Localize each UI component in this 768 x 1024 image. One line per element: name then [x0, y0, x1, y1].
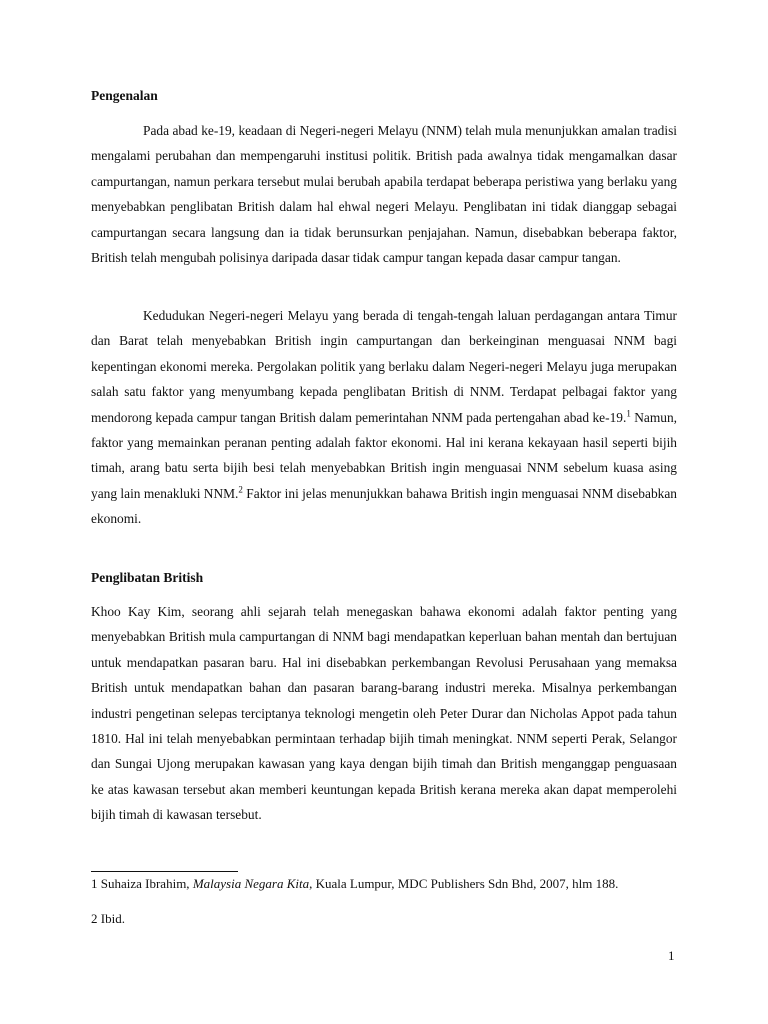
footnote-ref-1[interactable]: 1	[626, 408, 631, 419]
footnote-1-book-title: Malaysia Negara Kita	[192, 876, 310, 891]
footnote-separator	[91, 871, 238, 872]
section-heading-penglibatan-british: Penglibatan British	[91, 570, 204, 585]
section-heading-pengenalan: Pengenalan	[91, 88, 158, 103]
footnote-1: 1 Suhaiza Ibrahim, Malaysia Negara Kita, Kuala Lumpur, MDC Publishers Sdn Bhd, 2007, hlm 188.	[91, 876, 619, 891]
paragraph-penglibatan-1: Khoo Kay Kim, seorang ahli sejarah telah menegaskan bahawa ekonomi adalah faktor penting yang menyebabkan British mula campurtangan di NNM bagi mendapatkan keperluan bahan mentah dan bertujuan untuk mendapatkan pasaran baru. Hal ini disebabkan perkembangan Revolusi Perusahaan yang memaksa British untuk mendapatkan bahan dan pasaran barang-barang industri mereka. Misalnya perkembangan industri pengetinan selepas terciptanya teknologi mengetin oleh Peter Durar dan Nicholas Appot pada tahun 1810. Hal ini telah menyebabkan permintaan terhadap bijih timah meningkat. NNM seperti Perak, Selangor dan Sungai Ujong merupakan kawasan yang kaya dengan bijih timah dan British menganggap penguasaan ke atas kawasan tersebut akan memberi keuntungan kepada British kerana mereka akan dapat memperolehi bijih timah di kawasan tersebut.	[91, 604, 677, 823]
footnote-ref-2[interactable]: 2	[238, 484, 243, 495]
paragraph-intro-1: Pada abad ke-19, keadaan di Negeri-negeri Melayu (NNM) telah mula menunjukkan amalan tradisi mengalami perubahan dan mempengaruhi institusi politik. British pada awalnya tidak mengamalkan dasar campurtangan, namun perkara tersebut mulai berubah apabila terdapat beberapa peristiwa yang berlaku yang menyebabkan penglibatan British dalam hal ehwal negeri Melayu. Penglibatan ini tidak dianggap sebagai campurtangan secara langsung dan ia tidak berunsurkan penjajahan. Namun, disebabkan beberapa faktor, British telah mengubah polisinya daripada dasar tidak campur tangan kepada dasar campur tangan.	[91, 123, 677, 266]
page-number: 1	[668, 948, 675, 963]
footnote-2: 2 Ibid.	[91, 911, 125, 926]
paragraph-intro-2: Kedudukan Negeri-negeri Melayu yang berada di tengah-tengah laluan perdagangan antara Timur dan Barat telah menyebabkan British ingin campurtangan dan berkeinginan menguasai NNM bagi kepentingan ekonomi mereka. Pergolakan politik yang berlaku dalam Negeri-negeri Melayu juga merupakan salah satu faktor yang menyumbang kepada penglibatan British di NNM. Terdapat pelbagai faktor yang mendorong kepada campur tangan British dalam pemerintahan NNM pada pertengahan abad ke-19.$^1$ Namun, faktor yang memainkan peranan penting adalah faktor ekonomi. Hal ini kerana kekayaan hasil seperti bijih timah, arang batu serta bijih besi telah menyebabkan British ingin menguasai NNM sebelum kuasa asing yang lain menakluki NNM.$^2$ Faktor ini jelas menunjukkan bahawa British ingin menguasai NNM disebabkan ekonomi.	[91, 308, 677, 527]
